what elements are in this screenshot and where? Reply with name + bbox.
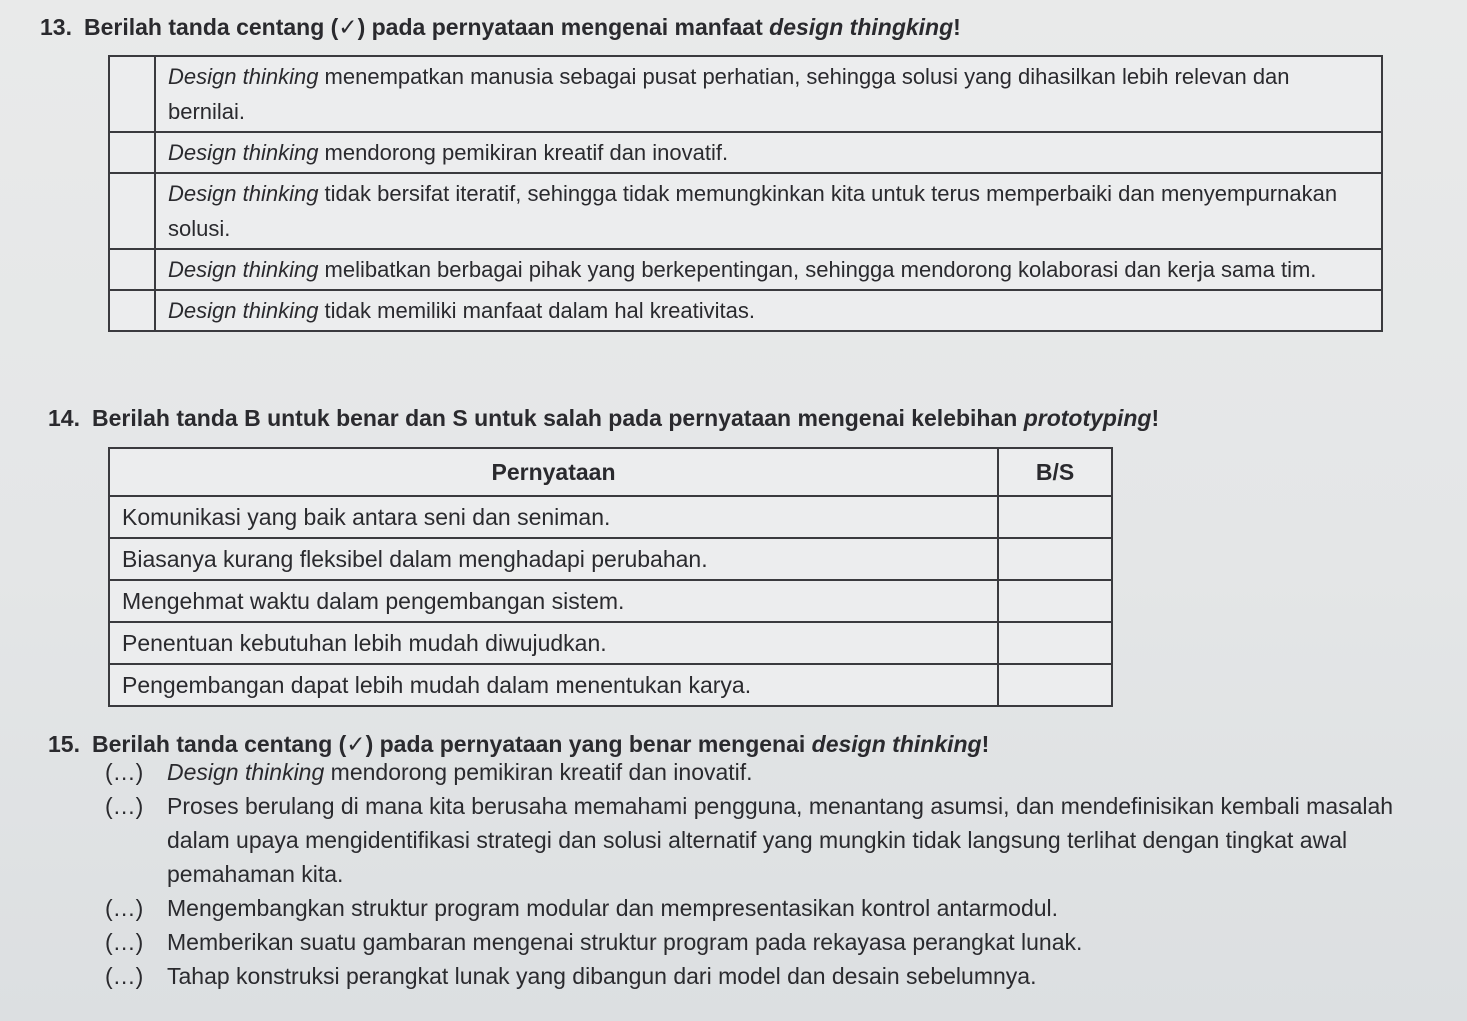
instruction-text: Berilah tanda centang (✓) pada pernyataan mengenai manfaat — [83, 14, 763, 40]
statement-cell — [155, 249, 1382, 290]
item-text — [167, 789, 1435, 891]
statement-text: mendorong pemikiran kreatif dan inovatif. — [318, 140, 729, 165]
statement-italic: Design thinking — [168, 140, 319, 165]
statement-cell — [155, 173, 1382, 249]
item-italic: Design thinking — [167, 759, 325, 785]
statement-italic: Design thinking — [168, 298, 319, 323]
answer-cell[interactable] — [998, 580, 1112, 622]
statement-text: melibatkan berbagai pihak yang berkepentingan, sehingga mendorong kolaborasi dan kerja sama tim. — [318, 257, 1317, 282]
item-text — [167, 755, 1435, 789]
statement-italic: Design thinking — [168, 257, 319, 282]
question-number: 14. — [48, 405, 80, 431]
instruction-end: ! — [1151, 405, 1160, 431]
instruction-italic: prototyping — [1023, 405, 1152, 431]
answer-mark[interactable]: (…) — [105, 963, 144, 989]
answer-cell[interactable] — [998, 496, 1112, 538]
statement-italic: Design thinking — [168, 181, 319, 206]
question-13-title — [40, 14, 961, 41]
statement-italic: Design thinking — [168, 64, 319, 89]
question-14-title — [48, 405, 1159, 432]
statement-text: tidak memiliki manfaat dalam hal kreativitas. — [318, 298, 755, 323]
table-row — [109, 622, 1112, 664]
answer-cell[interactable] — [998, 538, 1112, 580]
statement-cell — [155, 290, 1382, 331]
table-row — [109, 56, 1382, 132]
item-body: Tahap konstruksi perangkat lunak yang dibangun dari model dan desain sebelumnya. — [167, 963, 1037, 989]
item-text — [167, 959, 1435, 993]
list-item — [105, 755, 1435, 789]
checkbox-cell[interactable] — [109, 173, 155, 249]
item-body: Mengembangkan struktur program modular dan mempresentasikan kontrol antarmodul. — [167, 895, 1059, 921]
instruction-italic: design thingking — [769, 14, 954, 40]
statement-cell — [155, 132, 1382, 173]
table-row — [109, 173, 1382, 249]
statement-cell: Mengehmat waktu dalam pengembangan sistem. — [109, 580, 998, 622]
instruction-text: Berilah tanda B untuk benar dan S untuk salah pada pernyataan mengenai kelebihan — [91, 405, 1018, 431]
table-row — [109, 538, 1112, 580]
table-row — [109, 249, 1382, 290]
instruction-end: ! — [953, 14, 961, 40]
instruction-text: Berilah tanda centang (✓) pada pernyataan yang benar mengenai — [91, 731, 806, 757]
table-row — [109, 496, 1112, 538]
question-15-title — [48, 731, 989, 758]
statement-cell: Penentuan kebutuhan lebih mudah diwujudkan. — [109, 622, 998, 664]
checkbox-cell[interactable] — [109, 290, 155, 331]
list-item — [105, 959, 1435, 993]
statement-text: tidak bersifat iteratif, sehingga tidak memungkinkan kita untuk terus memperbaiki dan menyempurnakan solusi. — [168, 181, 1338, 241]
statement-cell — [155, 56, 1382, 132]
instruction-end: ! — [981, 731, 990, 757]
statement-cell: Pengembangan dapat lebih mudah dalam menentukan karya. — [109, 664, 998, 706]
answer-header: B/S — [998, 448, 1112, 496]
statement-text: menempatkan manusia sebagai pusat perhatian, sehingga solusi yang dihasilkan lebih relevan dan bernilai. — [168, 64, 1290, 124]
question-number: 13. — [40, 14, 72, 40]
table-row — [109, 580, 1112, 622]
question-number: 15. — [48, 731, 80, 757]
instruction-italic: design thinking — [811, 731, 982, 757]
statement-header: Pernyataan — [109, 448, 998, 496]
answer-mark[interactable]: (…) — [105, 929, 144, 955]
answer-mark[interactable]: (…) — [105, 895, 144, 921]
q13-table — [108, 55, 1383, 332]
list-item — [105, 891, 1435, 925]
q15-list — [105, 755, 1435, 993]
item-body: mendorong pemikiran kreatif dan inovatif. — [324, 759, 753, 785]
item-text — [167, 925, 1435, 959]
list-item — [105, 925, 1435, 959]
table-row — [109, 664, 1112, 706]
statement-cell: Biasanya kurang fleksibel dalam menghadapi perubahan. — [109, 538, 998, 580]
checkbox-cell[interactable] — [109, 56, 155, 132]
item-text — [167, 891, 1435, 925]
table-row — [109, 132, 1382, 173]
statement-cell: Komunikasi yang baik antara seni dan seniman. — [109, 496, 998, 538]
q14-table — [108, 447, 1113, 707]
table-row — [109, 290, 1382, 331]
checkbox-cell[interactable] — [109, 249, 155, 290]
answer-mark[interactable]: (…) — [105, 759, 144, 785]
table-header-row — [109, 448, 1112, 496]
answer-cell[interactable] — [998, 664, 1112, 706]
answer-cell[interactable] — [998, 622, 1112, 664]
item-body: Memberikan suatu gambaran mengenai struktur program pada rekayasa perangkat lunak. — [167, 929, 1083, 955]
checkbox-cell[interactable] — [109, 132, 155, 173]
answer-mark[interactable]: (…) — [105, 793, 144, 819]
list-item — [105, 789, 1435, 891]
item-body: Proses berulang di mana kita berusaha memahami pengguna, menantang asumsi, dan mendefinisikan kembali masalah dalam upaya mengidentifikasi strategi dan solusi alternatif yang mungkin tidak langsung terlihat dengan tingkat awal pemahaman kita. — [167, 793, 1394, 887]
